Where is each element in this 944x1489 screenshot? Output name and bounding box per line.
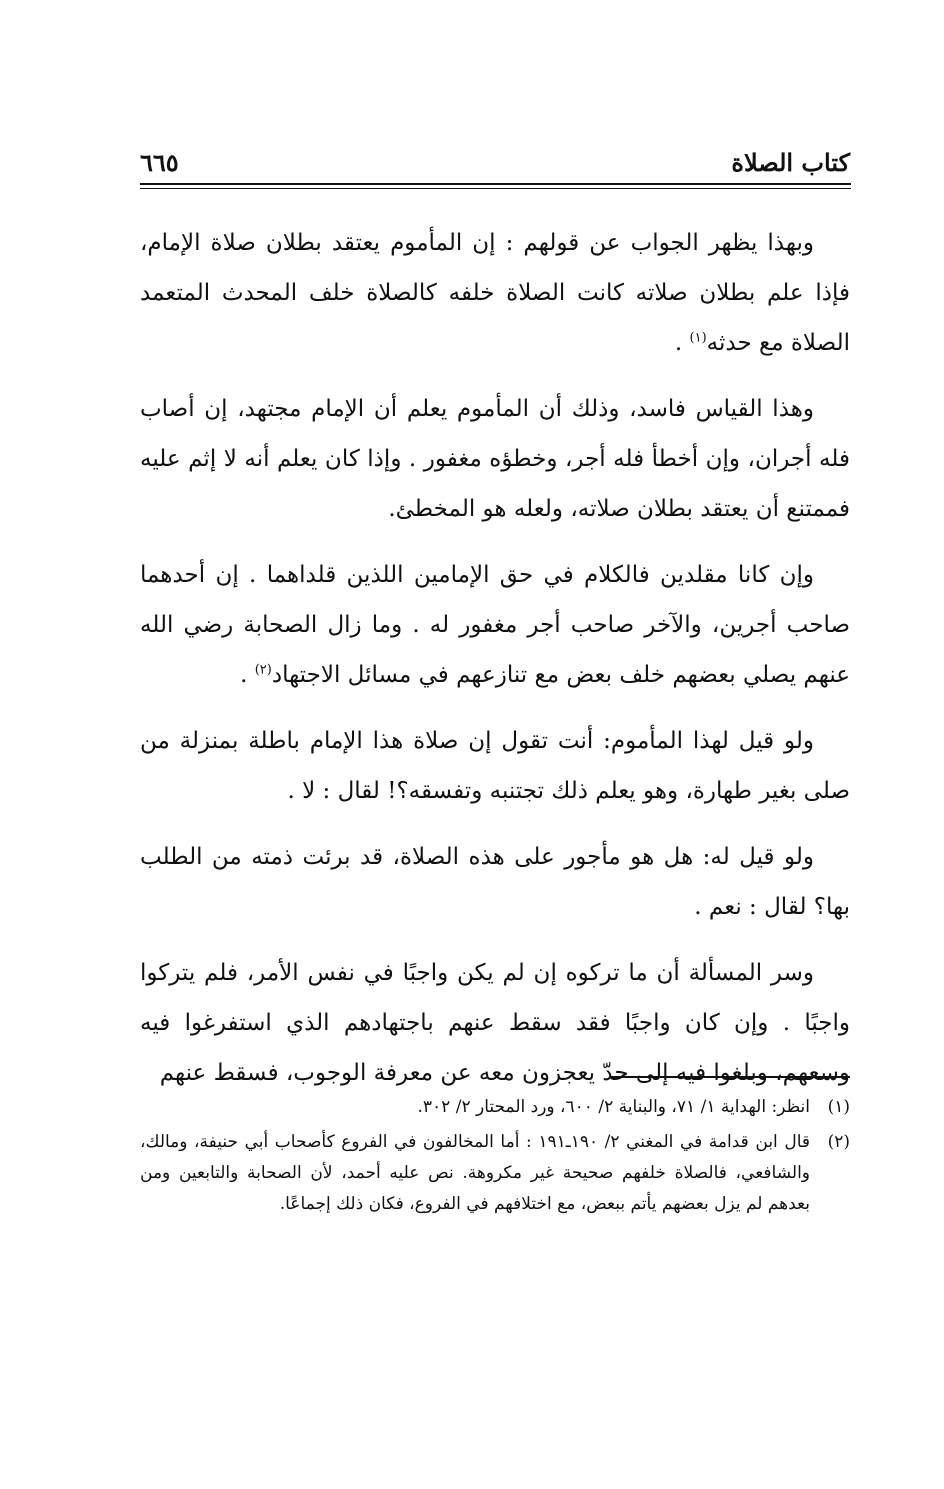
footnotes [140, 1092, 850, 1224]
footnote [140, 1092, 850, 1123]
paragraph-text: ولو قيل لهذا المأموم: أنت تقول إن صلاة هذا الإمام باطلة بمنزلة من صلى بغير طهارة، وهو يعلم ذلك تجتنبه وتفسقه؟! لقال : لا . [140, 728, 850, 804]
paragraph-end: . [240, 662, 255, 688]
footnote-ref: (٢) [254, 662, 272, 678]
header-rule [140, 183, 851, 185]
paragraph [140, 218, 850, 368]
footnote-number: (٢) [827, 1132, 850, 1152]
chapter-title: كتاب الصلاة [731, 148, 850, 177]
paragraph-text: وبهذا يظهر الجواب عن قولهم : إن المأموم يعتقد بطلان صلاة الإمام، فإذا علم بطلان صلاته كانت الصلاة خلفه كالصلاة خلف المحدث المتعمد الصلاة مع حدثه [140, 230, 850, 356]
footnote-number: (١) [827, 1097, 850, 1117]
footnote [140, 1127, 850, 1220]
running-header [140, 148, 850, 184]
paragraph [140, 384, 850, 534]
paragraph [140, 550, 850, 700]
header-rule-thin [140, 188, 851, 189]
paragraph [140, 716, 850, 816]
paragraph-text: وسر المسألة أن ما تركوه إن لم يكن واجبًا في نفس الأمر، فلم يتركوا واجبًا . وإن كان واجبًا فقد سقط عنهم باجتهادهم الذي استفرغوا فيه وسعهم، وبلغوا فيه إلى حدّ يعجزون معه عن معرفة الوجوب، فسقط عنهم [140, 960, 850, 1086]
footnote-text: انظر: الهداية ١/ ٧١، والبناية ٢/ ٦٠٠، ورد المحتار ٢/ ٣٠٢. [417, 1097, 810, 1117]
paragraph-text: وإن كانا مقلدين فالكلام في حق الإمامين اللذين قلداهما . إن أحدهما صاحب أجرين، والآخر صاحب أجر مغفور له . وما زال الصحابة رضي الله عنهم يصلي بعضهم خلف بعض مع تنازعهم في مسائل الاجتهاد [140, 562, 850, 688]
page-number: ٦٦٥ [140, 148, 179, 177]
paragraph-text: ولو قيل له: هل هو مأجور على هذه الصلاة، قد برئت ذمته من الطلب بها؟ لقال : نعم . [140, 844, 850, 920]
paragraph [140, 832, 850, 932]
footnote-ref: (١) [689, 330, 707, 346]
paragraph-text: وهذا القياس فاسد، وذلك أن المأموم يعلم أن الإمام مجتهد، إن أصاب فله أجران، وإن أخطأ فله أجر، وخطؤه مغفور . وإذا كان يعلم أنه لا إثم عليه فممتنع أن يعتقد بطلان صلاته، ولعله هو المخطئ. [140, 396, 850, 522]
footnote-separator [610, 1076, 850, 1078]
footnote-text: قال ابن قدامة في المغني ٢/ ١٩٠ـ١٩١ : أما المخالفون في الفروع كأصحاب أبي حنيفة، ومالك، والشافعي، فالصلاة خلفهم صحيحة غير مكروهة. نص عليه أحمد، لأن الصحابة والتابعين ومن بعدهم لم يزل بعضهم يأتم ببعض، مع اختلافهم في الفروع، فكان ذلك إجماعًا. [140, 1132, 811, 1214]
paragraph-end: . [674, 330, 690, 356]
body-text [140, 218, 850, 1114]
